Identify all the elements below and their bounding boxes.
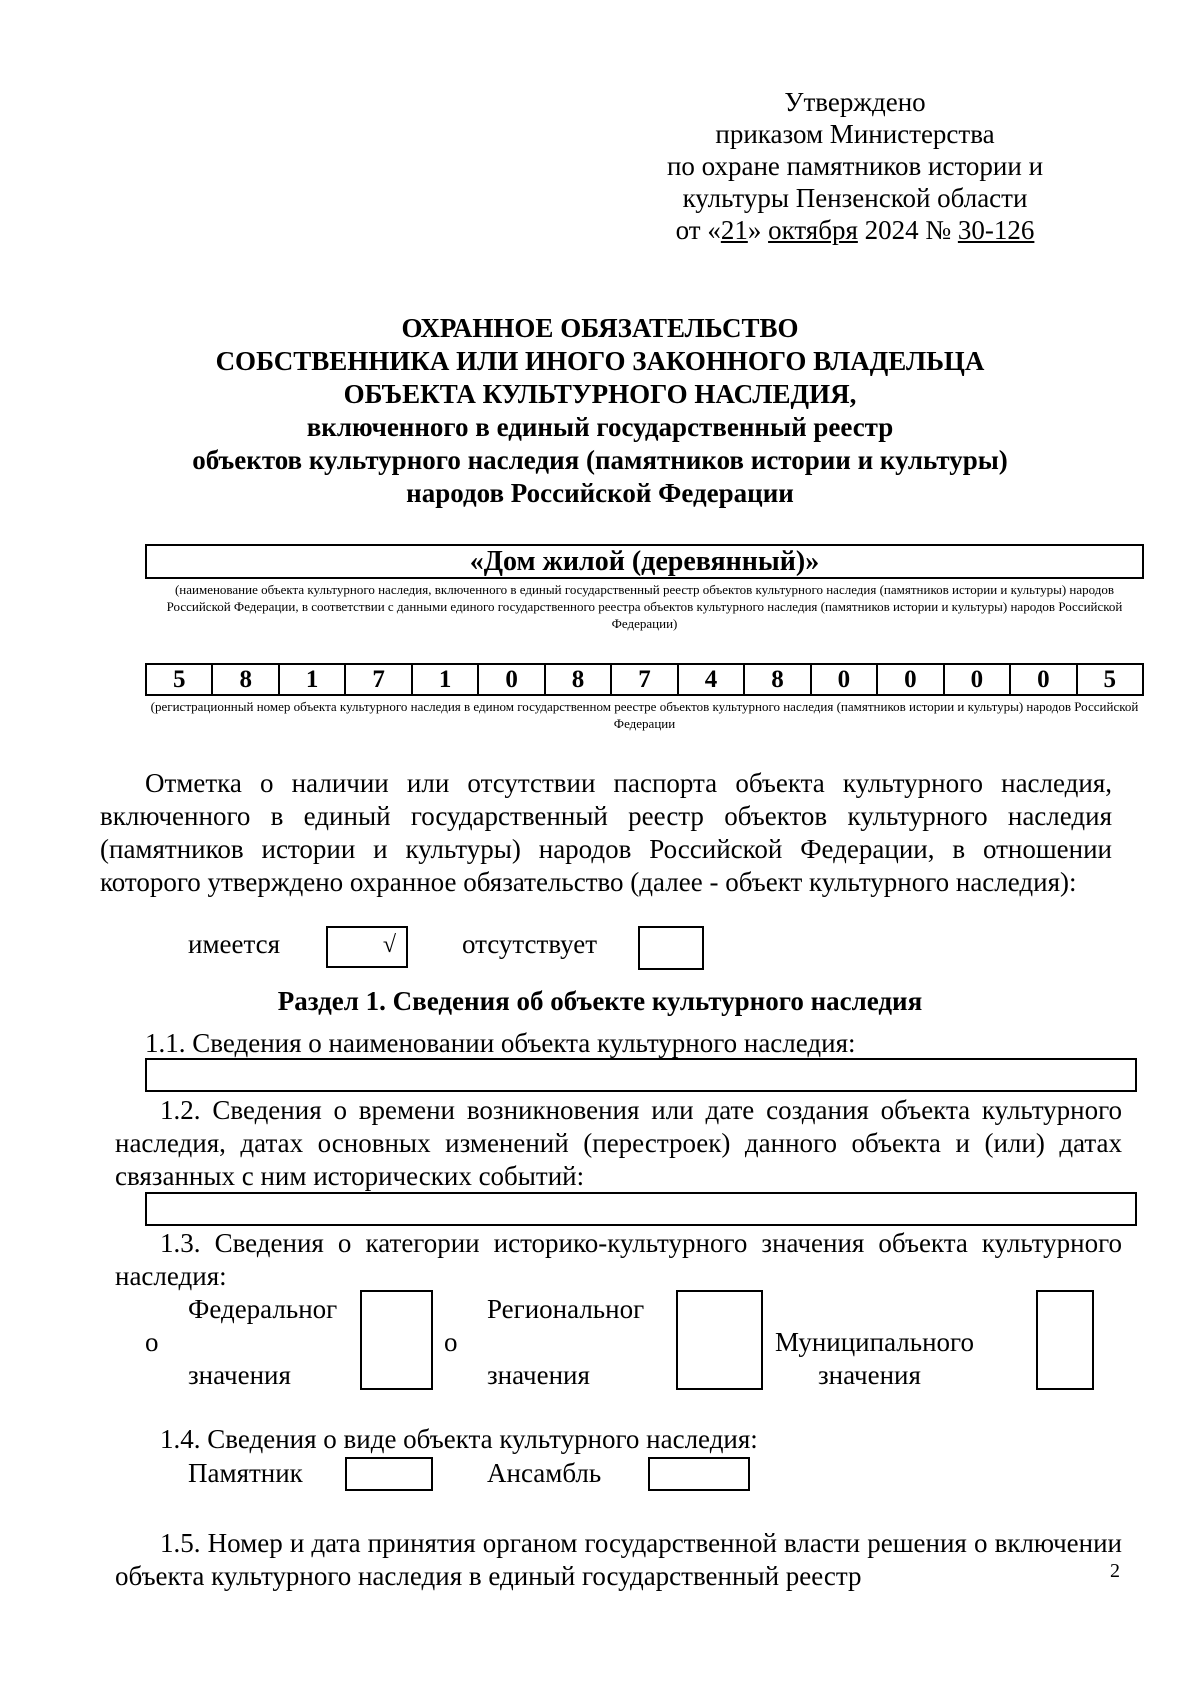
- reg-digit: 0: [1009, 663, 1077, 696]
- date-mid: »: [747, 215, 769, 245]
- title-line-5: объектов культурного наследия (памятников истории и культуры): [192, 445, 1008, 475]
- reg-digit: 7: [344, 663, 412, 696]
- reg-digit: 1: [278, 663, 346, 696]
- federal-checkbox[interactable]: [360, 1290, 433, 1390]
- approval-date-line: [600, 214, 1110, 246]
- reg-digit: 4: [677, 663, 745, 696]
- passport-absent-label: отсутствует: [462, 929, 598, 959]
- title-line-2: СОБСТВЕННИКА ИЛИ ИНОГО ЗАКОННОГО ВЛАДЕЛЬЦА: [215, 346, 985, 376]
- date-year: 2024 №: [857, 215, 958, 245]
- federal-label-a: Федеральног: [188, 1294, 338, 1324]
- ensemble-label: Ансамбль: [487, 1458, 602, 1488]
- date-prefix: от «: [675, 215, 721, 245]
- check-mark: √: [382, 932, 396, 958]
- municipal-label-a: Муниципального: [775, 1327, 974, 1357]
- monument-checkbox[interactable]: [345, 1457, 433, 1491]
- municipal-checkbox[interactable]: [1036, 1290, 1094, 1390]
- approval-line-1: Утверждено: [784, 87, 926, 117]
- approval-block: [600, 86, 1110, 246]
- approval-line-2: приказом Министерства: [715, 119, 995, 149]
- regional-checkbox[interactable]: [676, 1290, 763, 1390]
- passport-paragraph: Отметка о наличии или отсутствии паспорта объекта культурного наследия, включенного в единый государственный реестр объектов культурного наследия (памятников истории и культуры) народов Российской Федерации, в отношении которого утверждено охранное обязательство (далее - объект культурного наследия):: [100, 768, 1112, 897]
- regional-label-c: значения: [487, 1360, 590, 1390]
- regional-label-b: о: [444, 1327, 458, 1357]
- reg-digit: 1: [411, 663, 479, 696]
- monument-label: Памятник: [188, 1458, 303, 1488]
- reg-digit: 8: [211, 663, 279, 696]
- registration-number-row: [145, 663, 1144, 696]
- title-line-6: народов Российской Федерации: [406, 478, 794, 508]
- regional-label-a: Региональног: [487, 1294, 645, 1324]
- approval-line-4: культуры Пензенской области: [682, 183, 1028, 213]
- reg-digit: 5: [145, 663, 213, 696]
- federal-label-b: о: [145, 1327, 159, 1357]
- object-name-box: [145, 544, 1144, 579]
- section-1-title: Раздел 1. Сведения об объекте культурного наследия: [277, 986, 923, 1016]
- reg-digit: 0: [477, 663, 545, 696]
- federal-label-c: значения: [188, 1360, 291, 1390]
- approval-month: октября: [768, 215, 858, 245]
- object-name-caption: (наименование объекта культурного наследия, включенного в единый государственный реестр объектов культурного наследия (памятников истории и культуры) народов Российской Федерации, в соответствии с данными единого государственного реестра объектов культурного наследия (памятников истории и культуры) народов Российской Федерации): [166, 582, 1123, 631]
- approval-day: 21: [720, 215, 748, 245]
- page-number: 2: [1110, 1560, 1120, 1582]
- municipal-label-b: значения: [818, 1360, 921, 1390]
- section-1-2-paragraph: 1.2. Сведения о времени возникновения или дате создания объекта культурного наследия, датах основных изменений (перестроек) данного объекта и (или) датах связанных с ним исторических событий:: [115, 1095, 1122, 1191]
- reg-digit: 7: [610, 663, 678, 696]
- section-1-2-field[interactable]: [145, 1192, 1137, 1226]
- section-1-4-heading: 1.4. Сведения о виде объекта культурного наследия:: [160, 1424, 758, 1454]
- reg-digit: 0: [943, 663, 1011, 696]
- title-line-3: ОБЪЕКТА КУЛЬТУРНОГО НАСЛЕДИЯ,: [343, 379, 857, 409]
- reg-digit: 5: [1076, 663, 1144, 696]
- ensemble-checkbox[interactable]: [648, 1457, 750, 1491]
- object-name: «Дом жилой (деревянный)»: [469, 546, 820, 577]
- reg-digit: 0: [876, 663, 944, 696]
- title-line-1: ОХРАННОЕ ОБЯЗАТЕЛЬСТВО: [401, 313, 799, 343]
- section-1-5-paragraph: 1.5. Номер и дата принятия органом государственной власти решения о включении объекта культурного наследия в единый государственный реестр: [115, 1528, 1122, 1591]
- document-title: [150, 312, 1050, 510]
- passport-present-checkbox[interactable]: [326, 926, 408, 968]
- title-line-4: включенного в единый государственный реестр: [306, 412, 894, 442]
- section-1-3-paragraph: 1.3. Сведения о категории историко-культурного значения объекта культурного наследия:: [115, 1228, 1122, 1291]
- section-1-1-field[interactable]: [145, 1058, 1137, 1092]
- reg-digit: 8: [743, 663, 811, 696]
- reg-digit: 0: [810, 663, 878, 696]
- reg-digit: 8: [544, 663, 612, 696]
- passport-absent-checkbox[interactable]: [638, 926, 704, 970]
- passport-present-label: имеется: [188, 929, 281, 959]
- registration-number-caption: (регистрационный номер объекта культурного наследия в едином государственном реестре объектов культурного наследия (памятников истории и культуры) народов Российской Федерации: [150, 699, 1139, 731]
- approval-line-3: по охране памятников истории и: [666, 151, 1044, 181]
- section-1-1-heading: 1.1. Сведения о наименовании объекта культурного наследия:: [145, 1028, 856, 1058]
- approval-number: 30-126: [957, 215, 1035, 245]
